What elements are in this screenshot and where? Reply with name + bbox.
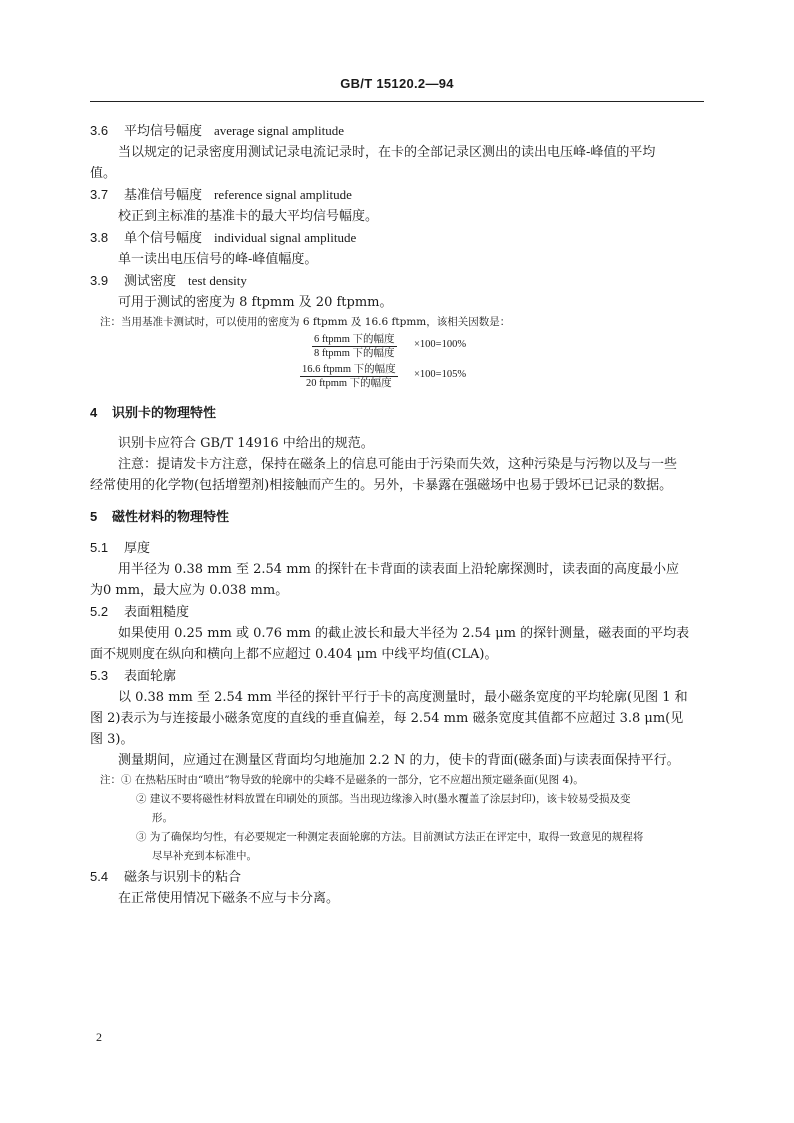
document-code-header: GB/T 15120.2—94 (340, 76, 454, 91)
note-line: 尽早补充到本标准中。 (152, 850, 257, 862)
section-5-heading (90, 506, 704, 527)
fraction-result: ×100=100% (414, 339, 467, 350)
clause-number: 5.4 (90, 869, 109, 884)
clause-title-en: reference signal amplitude (214, 187, 352, 202)
clause-number: 3.6 (90, 123, 109, 138)
section-number: 4 (90, 405, 98, 420)
paragraph-line: 识别卡应符合 GB/T 14916 中给出的规范。 (118, 436, 374, 451)
page-number: 2 (96, 1030, 102, 1044)
fraction-result: ×100=105% (414, 369, 467, 380)
fraction-denominator: 20 ftpmm 下的幅度 (305, 378, 392, 389)
clause-5-1-heading (90, 537, 704, 559)
formula-row-1 (90, 332, 704, 362)
section-4-heading (90, 402, 704, 423)
paragraph-line: 值。 (90, 166, 117, 181)
fraction-numerator: 16.6 ftpmm 下的幅度 (302, 364, 396, 375)
note-line: ③ 为了确保均匀性，有必要规定一种测定表面轮廓的方法。目前测试方法正在评定中，取得一致意见的规程将 (136, 831, 644, 843)
paragraph-line: 在正常使用情况下磁条不应与卡分离。 (118, 891, 340, 906)
clause-number: 5.2 (90, 604, 109, 619)
fraction-numerator: 6 ftpmm 下的幅度 (314, 334, 395, 345)
clause-title-en: test density (188, 273, 247, 288)
paragraph-line: 如果使用 0.25 mm 或 0.76 mm 的截止波长和最大半径为 2.54 μm 的探针测量，磁表面的平均表 (118, 626, 690, 641)
clause-5-4-heading (90, 866, 704, 888)
clause-3-9-heading (90, 270, 704, 292)
formula-row-2 (90, 362, 704, 392)
clause-title: 表面轮廓 (124, 669, 177, 684)
clause-number: 3.7 (90, 187, 109, 202)
clause-title-en: individual signal amplitude (214, 230, 357, 245)
clause-3-6-heading (90, 120, 704, 142)
paragraph-line: 以 0.38 mm 至 2.54 mm 半径的探针平行于卡的高度测量时，最小磁条宽度的平均轮廓(见图 1 和 (118, 690, 688, 705)
paragraph-line: 注意：提请发卡方注意，保持在磁条上的信息可能由于污染而失效，这种污染是与污物以及与一些 (118, 457, 678, 472)
clause-5-2-heading (90, 601, 704, 623)
paragraph-line: 可用于测试的密度为 8 ftpmm 及 20 ftpmm。 (118, 295, 393, 310)
note-line: 注：当用基准卡测试时，可以使用的密度为 6 ftpmm 及 16.6 ftpmm，该相关因数是： (100, 316, 511, 328)
clause-title-en: average signal amplitude (214, 123, 344, 138)
paragraph-line: 单一读出电压信号的峰-峰值幅度。 (118, 252, 318, 267)
clause-title: 厚度 (124, 541, 151, 556)
paragraph-line: 图 3)。 (90, 732, 134, 747)
clause-3-7-heading (90, 184, 704, 206)
document-body (90, 120, 704, 909)
paragraph-line: 经常使用的化学物(包括增塑剂)相接触而产生的。另外，卡暴露在强磁场中也易于毁坏已记录的数据。 (90, 478, 673, 493)
clause-title: 基准信号幅度 (124, 188, 203, 203)
note-line: 注：① 在热粘压时由“喷出”物导致的轮廓中的尖峰不是磁条的一部分，它不应超出预定磁条面(见图 4)。 (100, 774, 584, 786)
clause-3-8-heading (90, 227, 704, 249)
paragraph-line: 测量期间，应通过在测量区背面均匀地施加 2.2 N 的力，使卡的背面(磁条面)与读表面保持平行。 (118, 753, 680, 768)
clause-title: 磁条与识别卡的粘合 (124, 870, 242, 885)
clause-number: 5.3 (90, 668, 109, 683)
clause-title: 单个信号幅度 (124, 231, 203, 246)
section-number: 5 (90, 509, 98, 524)
section-title: 识别卡的物理特性 (112, 405, 217, 420)
note-line: ② 建议不要将磁性材料放置在印刷处的顶部。当出现边缘渗入时(墨水覆盖了涂层封印)，该卡较易受损及变 (136, 793, 631, 805)
clause-number: 3.9 (90, 273, 109, 288)
clause-title: 测试密度 (124, 274, 177, 289)
clause-number: 3.8 (90, 230, 109, 245)
clause-title: 平均信号幅度 (124, 124, 203, 139)
fraction-denominator: 8 ftpmm 下的幅度 (314, 348, 395, 359)
header-rule (90, 101, 704, 102)
paragraph-line: 图 2)表示为与连接最小磁条宽度的直线的垂直偏差，每 2.54 mm 磁条宽度其值都不应超过 3.8 μm(见 (90, 711, 684, 726)
section-title: 磁性材料的物理特性 (112, 509, 230, 524)
paragraph-line: 面不规则度在纵向和横向上都不应超过 0.404 μm 中线平均值(CLA)。 (90, 647, 498, 662)
paragraph-line: 为0 mm，最大应为 0.038 mm。 (90, 583, 289, 598)
clause-number: 5.1 (90, 540, 109, 555)
paragraph-line: 校正到主标准的基准卡的最大平均信号幅度。 (118, 209, 379, 224)
fraction (312, 333, 397, 360)
paragraph-line: 当以规定的记录密度用测试记录电流记录时，在卡的全部记录区测出的读出电压峰-峰值的平均 (118, 145, 656, 160)
clause-title: 表面粗糙度 (124, 605, 190, 620)
fraction (300, 363, 398, 390)
clause-5-3-heading (90, 665, 704, 687)
paragraph-line: 用半径为 0.38 mm 至 2.54 mm 的探针在卡背面的读表面上沿轮廓探测时，读表面的高度最小应 (118, 562, 679, 577)
note-line: 形。 (152, 812, 173, 824)
